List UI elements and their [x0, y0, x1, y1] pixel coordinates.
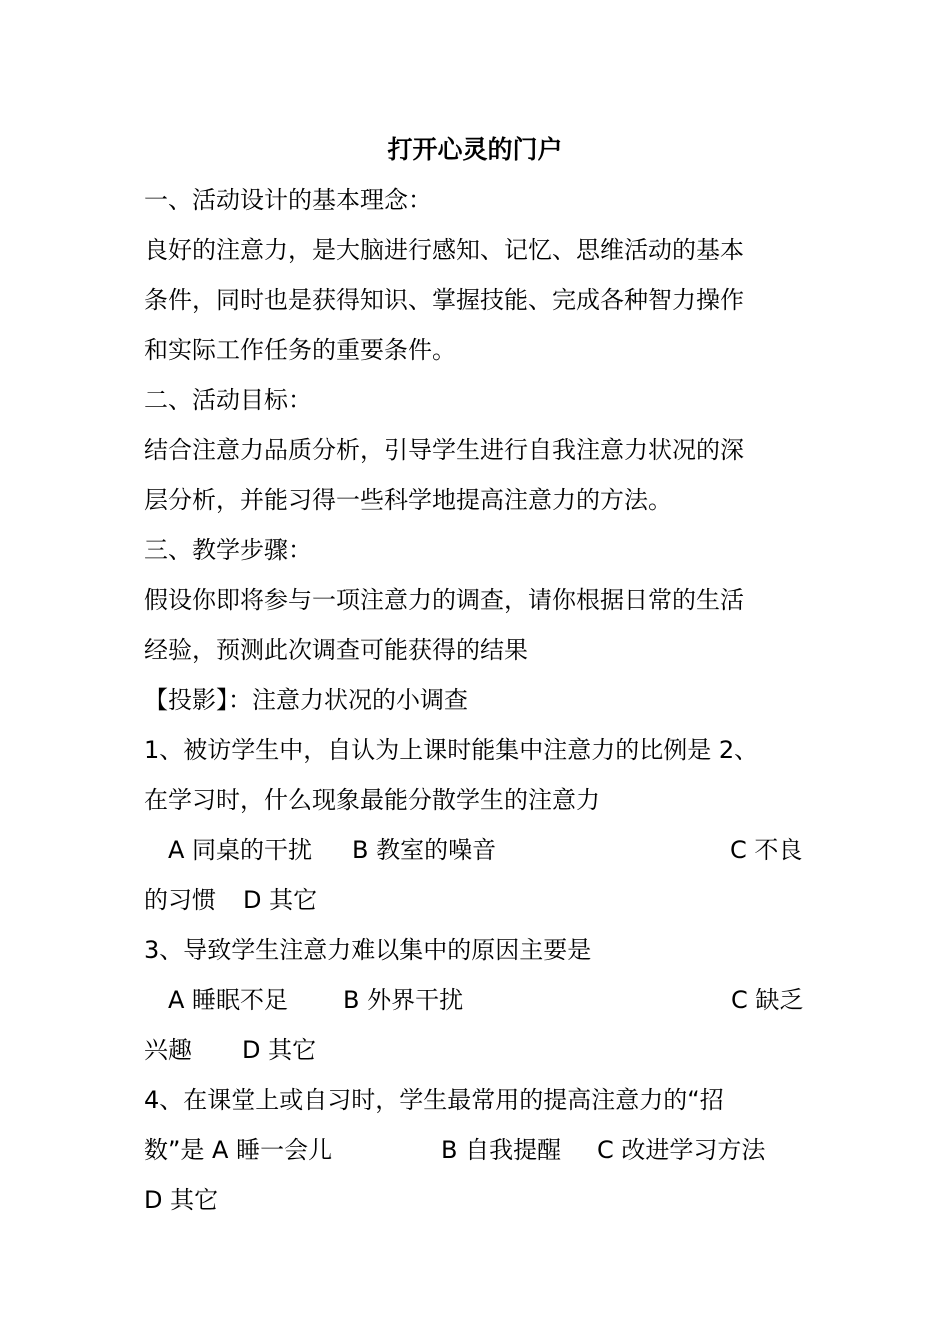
q3-option-d: D 其它 [242, 1036, 317, 1064]
paragraph-line: 和实际工作任务的重要条件。 [144, 336, 456, 364]
q2-option-c-continued: 的习惯 [144, 886, 216, 914]
q4-option-b: B 自我提醒 [441, 1136, 562, 1164]
question-3-line: 3、导致学生注意力难以集中的原因主要是 [144, 936, 592, 964]
paragraph-line: 假设你即将参与一项注意力的调查，请你根据日常的生活 [144, 586, 744, 614]
q2-option-d: D 其它 [243, 886, 318, 914]
question-2-line: 在学习时，什么现象最能分散学生的注意力 [144, 786, 600, 814]
q2-option-b: B 教室的噪音 [352, 836, 497, 864]
document-title: 打开心灵的门户 [387, 135, 563, 164]
paragraph-line: 良好的注意力，是大脑进行感知、记忆、思维活动的基本 [144, 236, 744, 264]
q4-option-d: D 其它 [144, 1186, 219, 1214]
paragraph-line: 条件，同时也是获得知识、掌握技能、完成各种智力操作 [144, 286, 744, 314]
paragraph-line: 经验，预测此次调查可能获得的结果 [144, 636, 528, 664]
q4-option-c: C 改进学习方法 [597, 1136, 766, 1164]
paragraph-line: 层分析，并能习得一些科学地提高注意力的方法。 [144, 486, 672, 514]
section-heading-goal: 二、活动目标： [144, 386, 312, 414]
question-4-line: 4、在课堂上或自习时，学生最常用的提高注意力的“招 [144, 1086, 724, 1114]
q2-option-c: C 不良 [730, 836, 803, 864]
paragraph-line: 结合注意力品质分析，引导学生进行自我注意力状况的深 [144, 436, 744, 464]
projection-heading: 【投影】：注意力状况的小调查 [144, 686, 468, 714]
section-heading-concept: 一、活动设计的基本理念： [144, 186, 432, 214]
question-1-line: 1、被访学生中，自认为上课时能集中注意力的比例是 2、 [144, 736, 759, 764]
q3-option-a: A 睡眠不足 [168, 986, 289, 1014]
section-heading-steps: 三、教学步骤： [144, 536, 312, 564]
q2-option-a: A 同桌的干扰 [168, 836, 313, 864]
q3-option-c-continued: 兴趣 [144, 1036, 192, 1064]
q3-option-c: C 缺乏 [731, 986, 804, 1014]
q4-option-a: 数”是 A 睡一会儿 [144, 1136, 333, 1164]
q3-option-b: B 外界干扰 [343, 986, 464, 1014]
